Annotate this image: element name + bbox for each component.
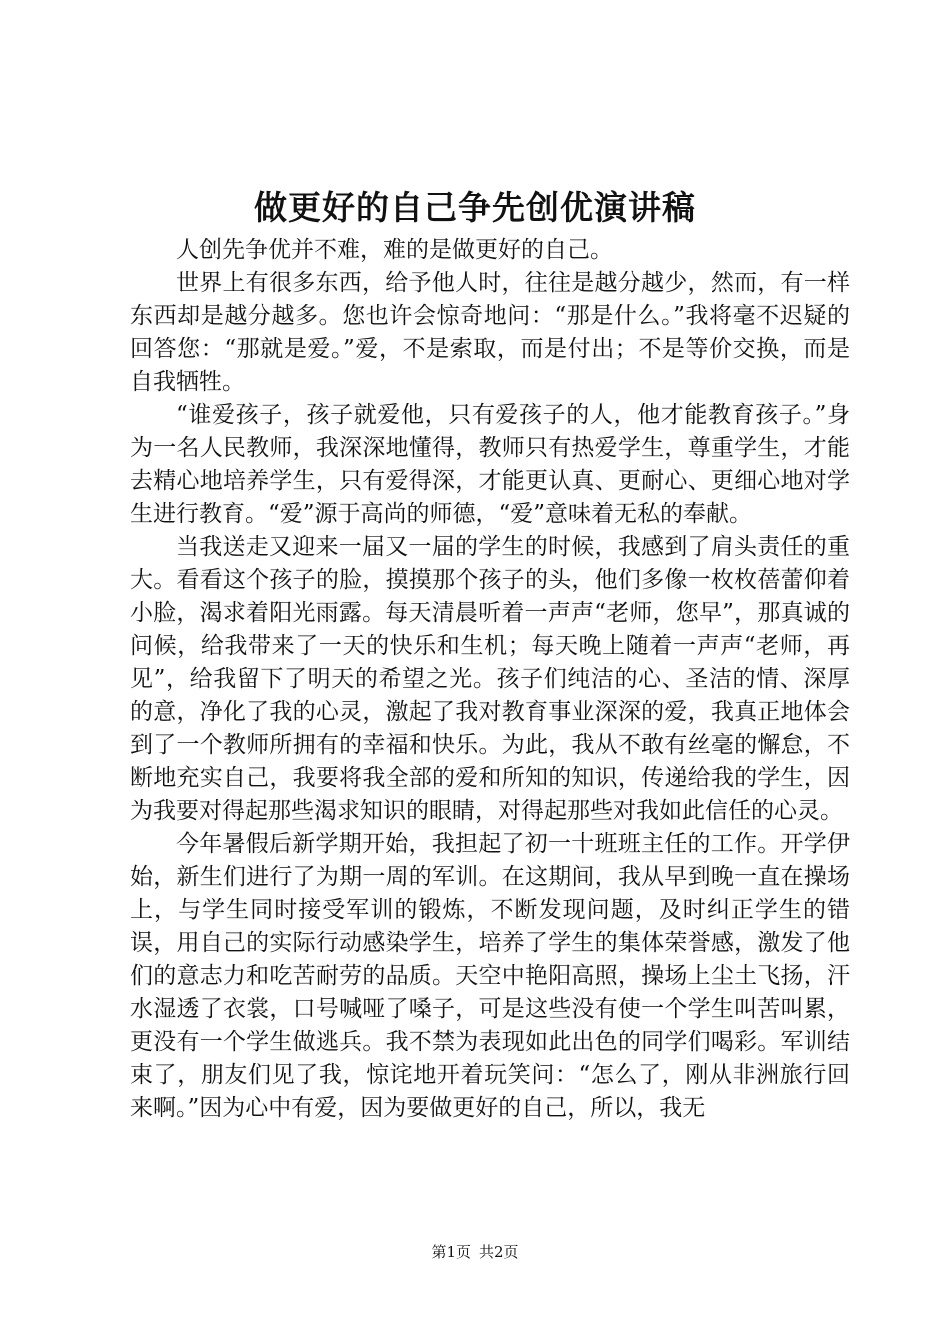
paragraph: 当我送走又迎来一届又一届的学生的时候，我感到了肩头责任的重大。看看这个孩子的脸，摸摸那个孩子的头，他们多像一枚枚蓓蕾仰着小脸，渴求着阳光雨露。每天清晨听着一声声“老师，您早”，那真诚的问候，给我带来了一天的快乐和生机；每天晚上随着一声声“老师，再见”，给我留下了明天的希望之光。孩子们纯洁的心、圣洁的情、深厚的意，净化了我的心灵，激起了我对教育事业深深的爱，我真正地体会到了一个教师所拥有的幸福和快乐。为此，我从不敢有丝毫的懈怠，不断地充实自己，我要将我全部的爱和所知的知识，传递给我的学生，因为我要对得起那些渴求知识的眼睛，对得起那些对我如此信任的心灵。	[130, 534, 850, 824]
page-footer	[0, 1242, 950, 1262]
paragraph: 人创先争优并不难，难的是做更好的自己。	[176, 237, 613, 263]
document-title: 做更好的自己争先创优演讲稿	[254, 188, 696, 227]
page-number-total: 共2页	[479, 1243, 519, 1261]
document-body	[130, 234, 850, 1125]
paragraph: “谁爱孩子，孩子就爱他，只有爱孩子的人，他才能教育孩子。”身为一名人民教师，我深深地懂得，教师只有热爱学生，尊重学生，才能去精心地培养学生，只有爱得深，才能更认真、更耐心、更细心地对学生进行教育。“爱”源于高尚的师德，“爱”意味着无私的奉献。	[130, 402, 850, 527]
page-number-current: 第1页	[431, 1243, 471, 1261]
paragraph: 今年暑假后新学期开始，我担起了初一十班班主任的工作。开学伊始，新生们进行了为期一周的军训。在这期间，我从早到晚一直在操场上，与学生同时接受军训的锻炼，不断发现问题，及时纠正学生的错误，用自己的实际行动感染学生，培养了学生的集体荣誉感，激发了他们的意志力和吃苦耐劳的品质。天空中艳阳高照，操场上尘土飞扬，汗水湿透了衣裳，口号喊哑了嗓子，可是这些没有使一个学生叫苦叫累，更没有一个学生做逃兵。我不禁为表现如此出色的同学们喝彩。军训结束了，朋友们见了我，惊诧地开着玩笑问：“怎么了，刚从非洲旅行回来啊。”因为心中有爱，因为要做更好的自己，所以，我无	[130, 831, 850, 1121]
paragraph: 世界上有很多东西，给予他人时，往往是越分越少，然而，有一样东西却是越分越多。您也许会惊奇地问：“那是什么。”我将毫不迟疑的回答您：“那就是爱。”爱，不是索取，而是付出；不是等价交换，而是自我牺牲。	[130, 270, 850, 395]
